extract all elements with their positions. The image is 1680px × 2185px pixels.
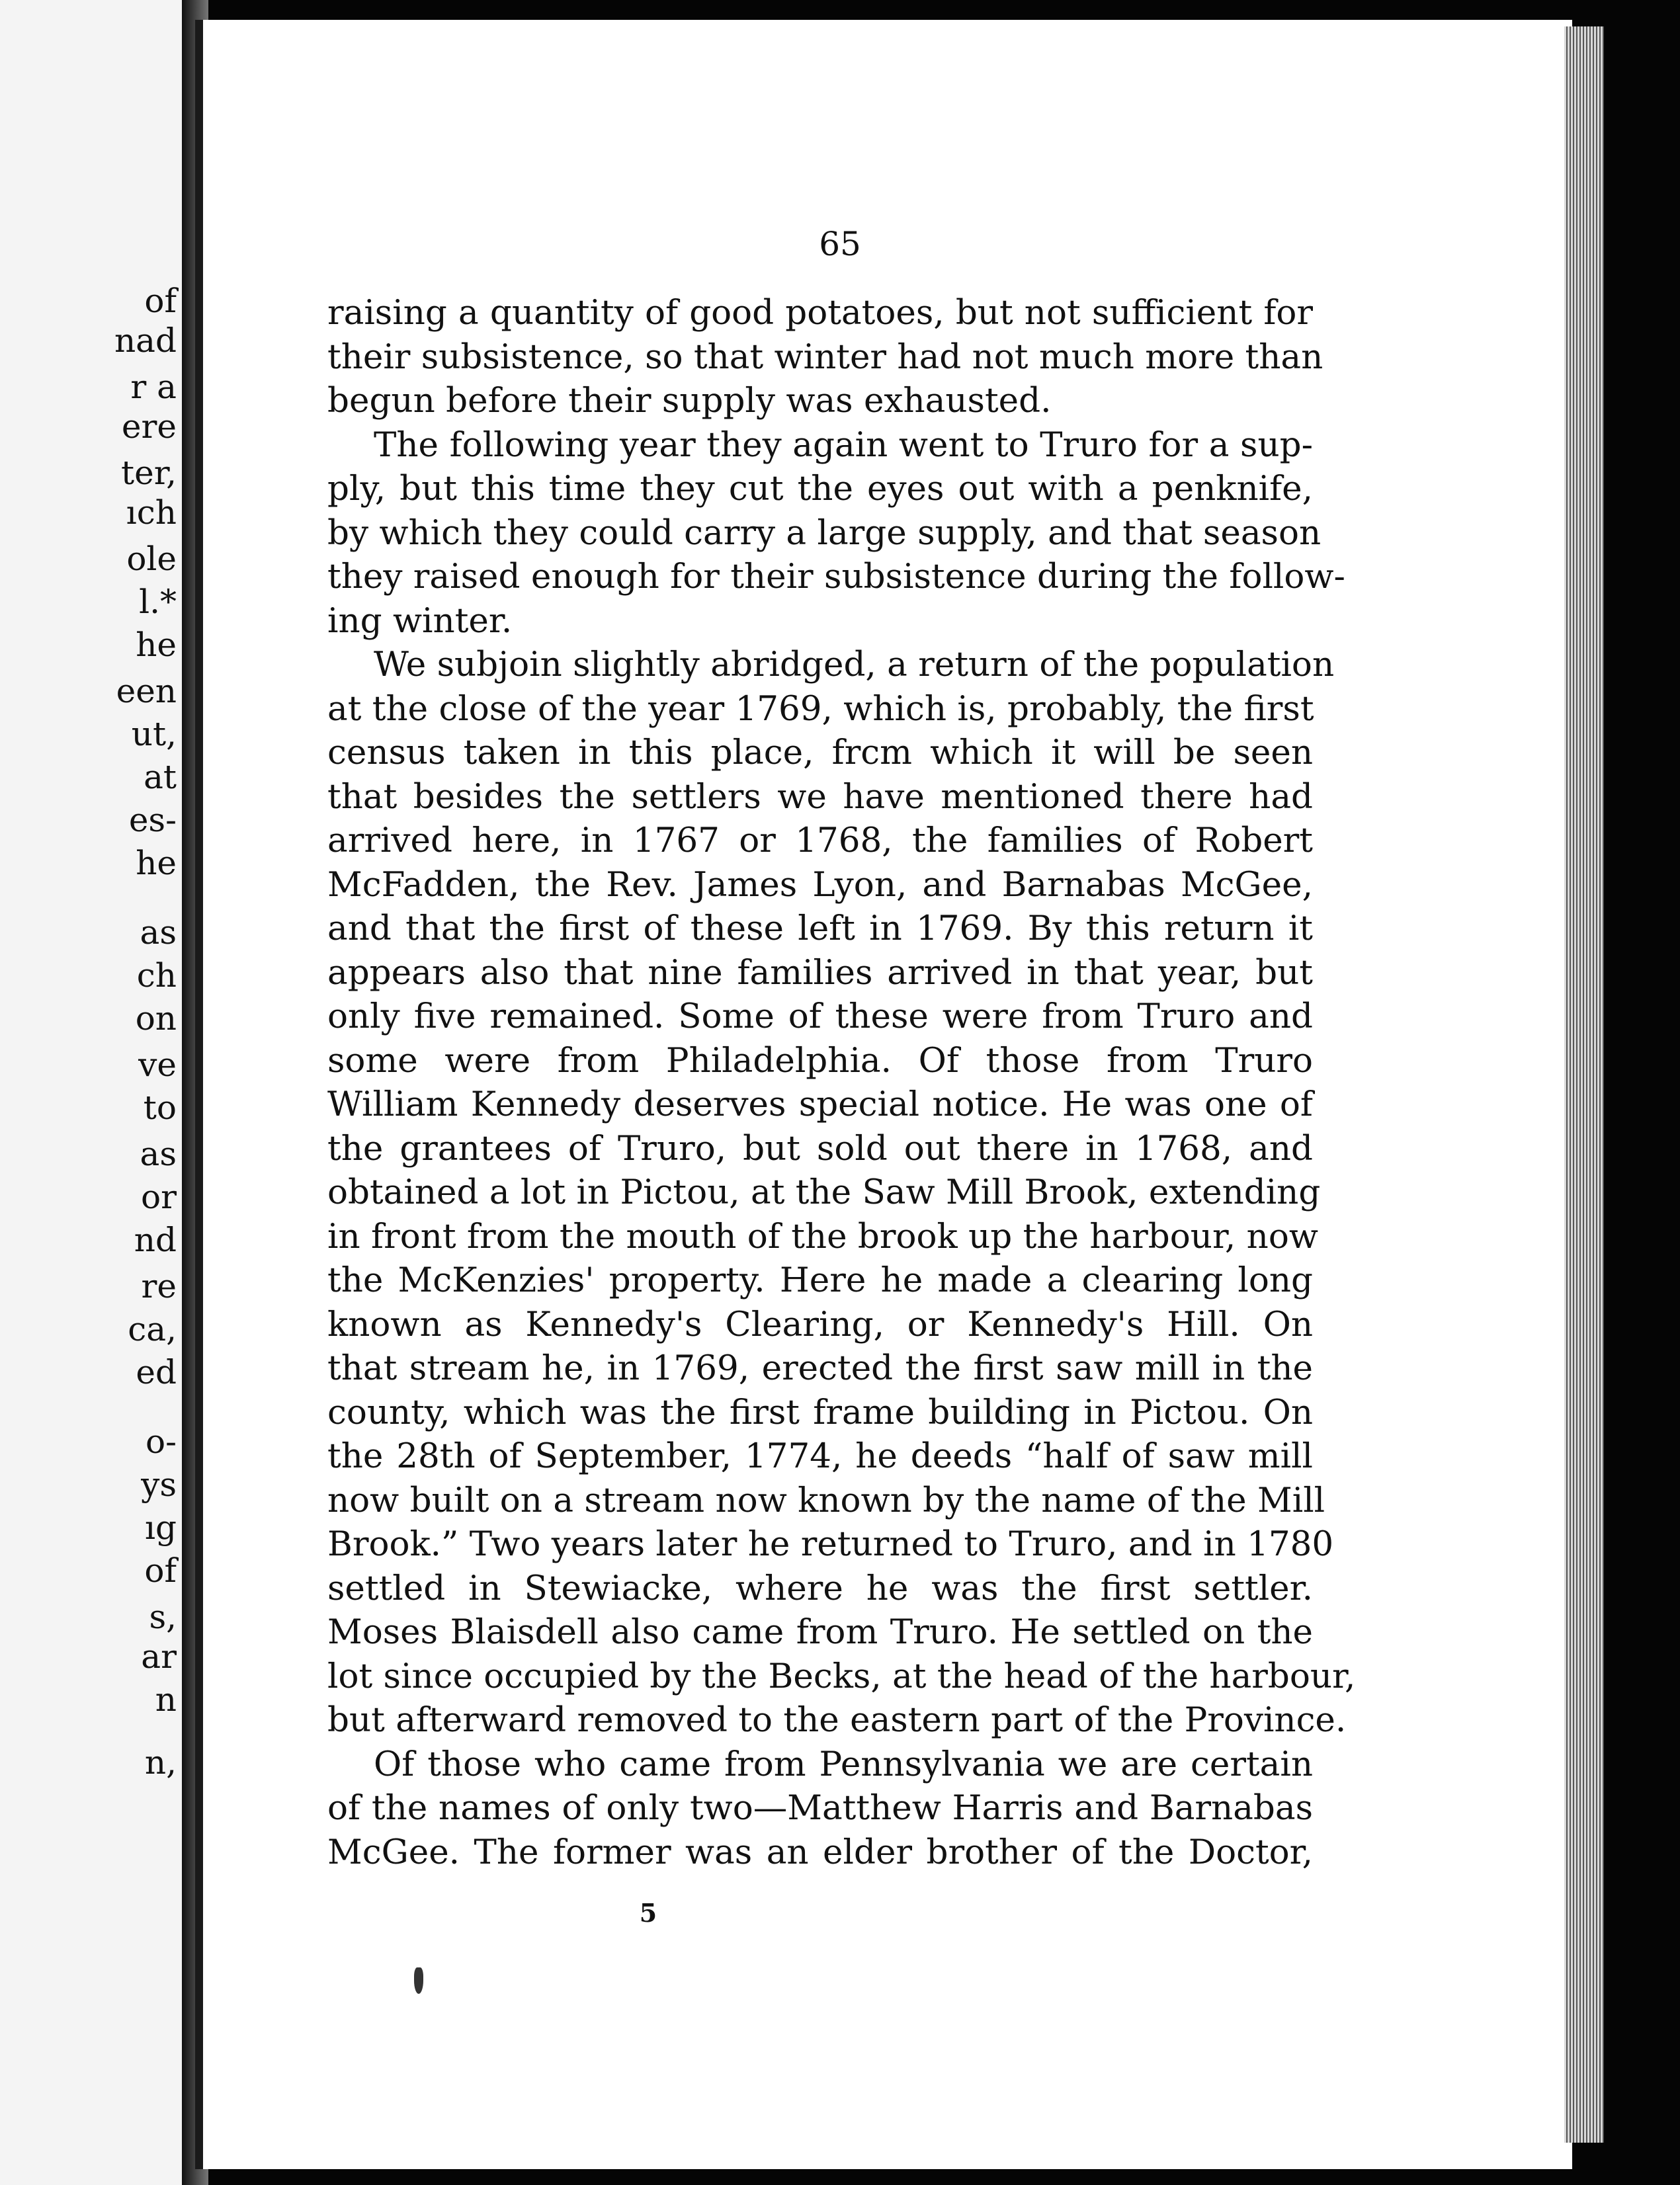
text-line: that besides the settlers we have mentioned there had <box>327 776 1313 817</box>
text-line: by which they could carry a large supply, and that season <box>327 513 1322 553</box>
text-line: of the names of only two—Matthew Harris and Barnabas <box>327 1788 1313 1828</box>
text-line: census taken in this place, frcm which it will be seen <box>327 733 1313 772</box>
text-line: in front from the mouth of the brook up the harbour, now <box>327 1216 1318 1257</box>
facing-page-fragment: re <box>141 1267 177 1305</box>
facing-page-fragment: ys <box>141 1465 177 1504</box>
facing-page-fragment: n, <box>144 1743 177 1782</box>
text-line: raising a quantity of good potatoes, but not sufficient for <box>327 293 1313 333</box>
facing-page-fragment: r a <box>130 368 177 406</box>
text-line: at the close of the year 1769, which is, probably, the first <box>327 688 1314 729</box>
text-line: arrived here, in 1767 or 1768, the families of Robert <box>327 821 1313 860</box>
facing-page-fragment: on <box>135 999 177 1038</box>
facing-page-fragment: at <box>144 758 177 796</box>
facing-page-fragment: ere <box>121 407 177 446</box>
text-line: lot since occupied by the Becks, at the head of the harbour, <box>327 1656 1356 1696</box>
text-line: McFadden, the Rev. James Lyon, and Barnabas McGee, <box>327 864 1313 905</box>
text-line: they raised enough for their subsistence during the follow- <box>327 557 1345 597</box>
facing-page-fragment: ca, <box>128 1310 177 1348</box>
facing-page-fragment: s, <box>149 1598 177 1636</box>
text-line: but afterward removed to the eastern part of the Province. <box>327 1700 1347 1740</box>
facing-page-fragment: ıch <box>126 493 177 532</box>
page-body-text <box>327 291 1356 1874</box>
text-line: the grantees of Truro, but sold out there in 1768, and <box>327 1128 1313 1169</box>
text-line: county, which was the first frame building in Pictou. On <box>327 1392 1313 1432</box>
text-line: now built on a stream now known by the name of the Mill <box>327 1480 1325 1520</box>
text-line: only five remained. Some of these were from Truro and <box>327 997 1313 1036</box>
text-line: ing winter. <box>327 600 513 641</box>
text-line: obtained a lot in Pictou, at the Saw Mill Brook, extending <box>327 1173 1321 1212</box>
text-line: McGee. The former was an elder brother of the Doctor, <box>327 1832 1313 1872</box>
text-line: begun before their supply was exhausted. <box>327 381 1052 421</box>
text-line: the McKenzies' property. Here he made a clearing long <box>327 1260 1313 1300</box>
facing-page-fragment: or <box>140 1178 177 1216</box>
page-edges <box>1564 26 1604 2143</box>
facing-page-fragment: of <box>144 282 177 320</box>
text-line: William Kennedy deserves special notice. He was one of <box>327 1085 1313 1124</box>
text-line: settled in Stewiacke, where he was the first settler. <box>327 1568 1313 1608</box>
facing-page-fragment: ıg <box>145 1508 177 1547</box>
facing-page-fragment: ole <box>126 540 177 578</box>
page-number: 65 <box>819 225 861 263</box>
facing-page-fragment: nd <box>134 1221 177 1259</box>
facing-page-fragment: he <box>136 844 177 882</box>
text-line: Moses Blaisdell also came from Truro. He settled on the <box>327 1612 1313 1652</box>
facing-page-fragment: ar <box>141 1637 177 1676</box>
facing-page-fragment: ve <box>138 1046 177 1084</box>
text-line: ply, but this time they cut the eyes out with a penknife, <box>327 469 1313 509</box>
facing-page <box>0 0 186 2185</box>
text-line: The following year they again went to Truro for a sup- <box>374 425 1313 465</box>
signature-mark: 5 <box>639 1898 657 1928</box>
text-line: We subjoin slightly abridged, a return of the population <box>374 645 1335 684</box>
facing-page-fragment: he <box>136 626 177 664</box>
ink-blot <box>414 1967 423 1994</box>
facing-page-fragment: l.* <box>139 583 177 621</box>
text-line: Of those who came from Pennsylvania we are certain <box>374 1744 1313 1784</box>
facing-page-fragment: es- <box>128 801 177 839</box>
text-line: some were from Philadelphia. Of those from Truro <box>327 1040 1313 1081</box>
text-line: Brook.” Two years later he returned to Truro, and in 1780 <box>327 1524 1334 1564</box>
facing-page-fragment: of <box>144 1551 177 1590</box>
text-line: appears also that nine families arrived in that year, but <box>327 952 1313 993</box>
facing-page-fragment: o- <box>146 1422 177 1461</box>
facing-page-fragment: een <box>116 672 177 710</box>
text-line: and that the first of these left in 1769. By this return it <box>327 909 1313 948</box>
facing-page-fragment: ed <box>136 1353 177 1391</box>
facing-page-fragment: ch <box>136 956 177 995</box>
text-line: the 28th of September, 1774, he deeds “half of saw mill <box>327 1436 1313 1476</box>
facing-page-fragment: n <box>155 1680 177 1719</box>
facing-page-fragment: to <box>143 1089 177 1127</box>
facing-page-fragment: as <box>140 1135 177 1173</box>
text-line: that stream he, in 1769, erected the first saw mill in the <box>327 1348 1313 1388</box>
facing-page-fragment: ter, <box>121 454 177 492</box>
facing-page-fragment: as <box>140 913 177 952</box>
text-line: known as Kennedy's Clearing, or Kennedy's Hill. On <box>327 1304 1313 1344</box>
text-line: their subsistence, so that winter had not much more than <box>327 337 1323 377</box>
facing-page-fragment: ut, <box>131 715 177 753</box>
facing-page-fragment: nad <box>114 321 177 360</box>
